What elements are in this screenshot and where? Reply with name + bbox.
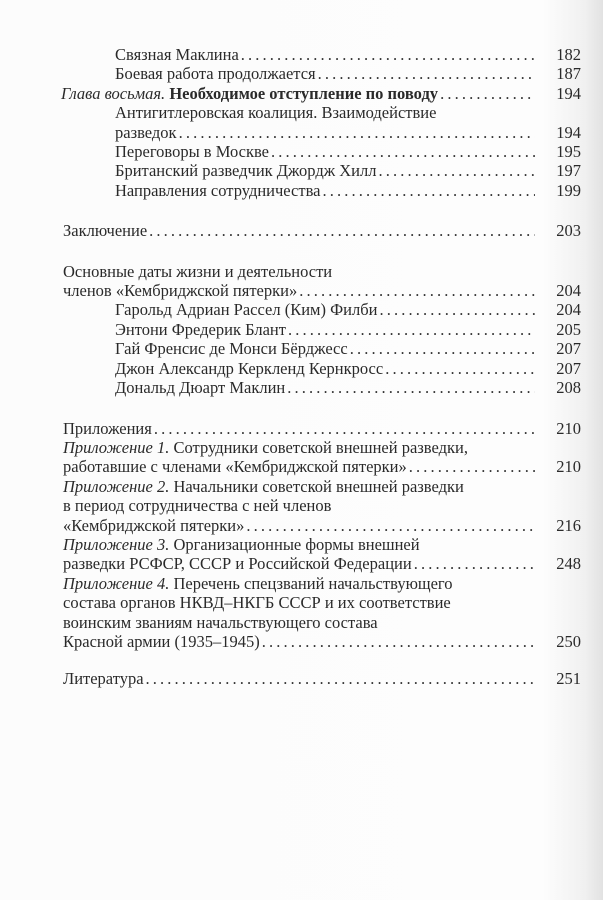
- toc-page-number: 203: [556, 221, 581, 241]
- toc-entry[interactable]: [63, 64, 581, 83]
- toc-entry-title: Красной армии (1935–1945): [63, 631, 260, 651]
- chapter-prefix: Глава восьмая.: [61, 83, 166, 103]
- leader-dots: [322, 181, 535, 200]
- toc-entry[interactable]: [63, 221, 581, 240]
- appendix-title-line: Сотрудники советской внешней разведки,: [173, 437, 468, 457]
- toc-entry-title: [61, 84, 438, 103]
- table-of-contents: [63, 45, 581, 689]
- leader-dots: [246, 516, 535, 535]
- toc-entry-title: Гарольд Адриан Рассел (Ким) Филби: [115, 300, 378, 320]
- toc-page-number: 207: [556, 358, 581, 378]
- toc-entry-title: Литература: [63, 669, 144, 689]
- toc-entry-title: Переговоры в Москве: [115, 142, 270, 162]
- toc-chapter-entry[interactable]: [61, 84, 581, 103]
- toc-entry-title: разведок: [115, 122, 177, 142]
- appendix-title-line: Начальники советской внешней разведки: [173, 476, 464, 496]
- toc-entry[interactable]: [63, 161, 581, 180]
- leader-dots: [241, 45, 535, 64]
- toc-page-number: 210: [556, 418, 581, 438]
- toc-entry[interactable]: [63, 300, 581, 319]
- toc-entry[interactable]: [63, 320, 581, 339]
- toc-page-number: 204: [556, 300, 581, 320]
- toc-entry[interactable]: [63, 554, 581, 573]
- toc-entry-line: Антигитлеровская коалиция. Взаимодействие: [115, 103, 437, 123]
- leader-dots: [154, 419, 535, 438]
- leader-dots: [409, 457, 535, 476]
- spacer: [63, 200, 581, 221]
- appendix-title-line: Перечень спецзваний начальствующего: [173, 573, 453, 593]
- toc-page-number: 195: [556, 142, 581, 162]
- toc-page-number: 194: [556, 122, 581, 142]
- toc-page-number: 250: [556, 631, 581, 651]
- toc-page-number: 182: [556, 45, 581, 64]
- toc-page-number: 187: [556, 64, 581, 84]
- toc-entry[interactable]: [63, 45, 581, 64]
- spacer: [63, 651, 581, 669]
- toc-entry[interactable]: [63, 339, 581, 358]
- toc-entry-title: Энтони Фредерик Блант: [115, 319, 286, 339]
- appendix-prefix: Приложение 2.: [63, 476, 170, 496]
- toc-page-number: 208: [556, 378, 581, 398]
- spacer: [63, 398, 581, 419]
- leader-dots: [149, 221, 535, 240]
- toc-entry-title: членов «Кембриджской пятерки»: [63, 281, 298, 301]
- toc-entry[interactable]: [63, 123, 581, 142]
- toc-entry-title: «Кембриджской пятерки»: [63, 515, 245, 535]
- leader-dots: [385, 359, 535, 378]
- toc-page-number: 194: [556, 83, 581, 103]
- chapter-title: Необходимое отступление по поводу: [169, 83, 439, 103]
- toc-entry-line: в период сотрудничества с ней членов: [63, 496, 332, 516]
- toc-entry-title: Приложения: [63, 418, 152, 438]
- toc-entry[interactable]: [63, 669, 581, 688]
- leader-dots: [318, 64, 535, 83]
- leader-dots: [379, 300, 535, 319]
- toc-page-number: 207: [556, 339, 581, 359]
- toc-entry-line: воинским званиям начальствующего состава: [63, 612, 378, 632]
- toc-entry-title: работавшие с членами «Кембриджской пятерки»: [63, 457, 407, 477]
- appendix-prefix: Приложение 1.: [63, 437, 170, 457]
- toc-entry-line: Основные даты жизни и деятельности: [63, 261, 333, 281]
- toc-entry-title: Джон Александр Керкленд Кернкросс: [115, 358, 384, 378]
- toc-entry[interactable]: [63, 419, 581, 438]
- toc-page-number: 248: [556, 554, 581, 574]
- leader-dots: [414, 554, 535, 573]
- appendix-prefix: Приложение 4.: [63, 573, 170, 593]
- toc-entry-title: Заключение: [63, 221, 148, 241]
- toc-page-number: 205: [556, 319, 581, 339]
- toc-entry-title: Гай Френсис де Монси Бёрджесс: [115, 339, 348, 359]
- toc-entry-line: [63, 535, 581, 554]
- toc-entry-title: Связная Маклина: [115, 45, 239, 64]
- leader-dots: [299, 281, 535, 300]
- toc-entry[interactable]: [63, 516, 581, 535]
- toc-page-number: 199: [556, 180, 581, 200]
- toc-entry-title: Британский разведчик Джордж Хилл: [115, 161, 377, 181]
- toc-entry-line: состава органов НКВД–НКГБ СССР и их соответствие: [63, 593, 451, 613]
- toc-page-number: 251: [556, 669, 581, 689]
- leader-dots: [378, 161, 535, 180]
- toc-entry-line: [63, 477, 581, 496]
- leader-dots: [146, 669, 535, 688]
- toc-page-number: 216: [556, 515, 581, 535]
- spacer: [63, 241, 581, 262]
- appendix-prefix: Приложение 3.: [63, 534, 170, 554]
- appendix-title-line: Организационные формы внешней: [173, 534, 420, 554]
- toc-entry[interactable]: [63, 457, 581, 476]
- leader-dots: [179, 123, 535, 142]
- leader-dots: [271, 142, 535, 161]
- toc-page-number: 197: [556, 161, 581, 181]
- leader-dots: [287, 378, 535, 397]
- toc-entry[interactable]: [63, 281, 581, 300]
- toc-entry-title: Боевая работа продолжается: [115, 64, 316, 84]
- leader-dots: [262, 632, 535, 651]
- toc-entry-title: Направления сотрудничества: [115, 180, 321, 200]
- leader-dots: [288, 320, 535, 339]
- leader-dots: [350, 339, 535, 358]
- toc-entry-title: разведки РСФСР, СССР и Российской Федерации: [63, 554, 412, 574]
- toc-entry[interactable]: [63, 378, 581, 397]
- toc-page-number: 210: [556, 457, 581, 477]
- toc-page-number: 204: [556, 281, 581, 301]
- toc-entry[interactable]: [63, 359, 581, 378]
- toc-entry[interactable]: [63, 142, 581, 161]
- toc-entry-line: [63, 438, 581, 457]
- toc-entry[interactable]: [63, 632, 581, 651]
- toc-entry[interactable]: [63, 181, 581, 200]
- leader-dots: [440, 84, 535, 103]
- toc-entry-line: [63, 574, 581, 593]
- toc-entry-title: Дональд Дюарт Маклин: [115, 378, 286, 398]
